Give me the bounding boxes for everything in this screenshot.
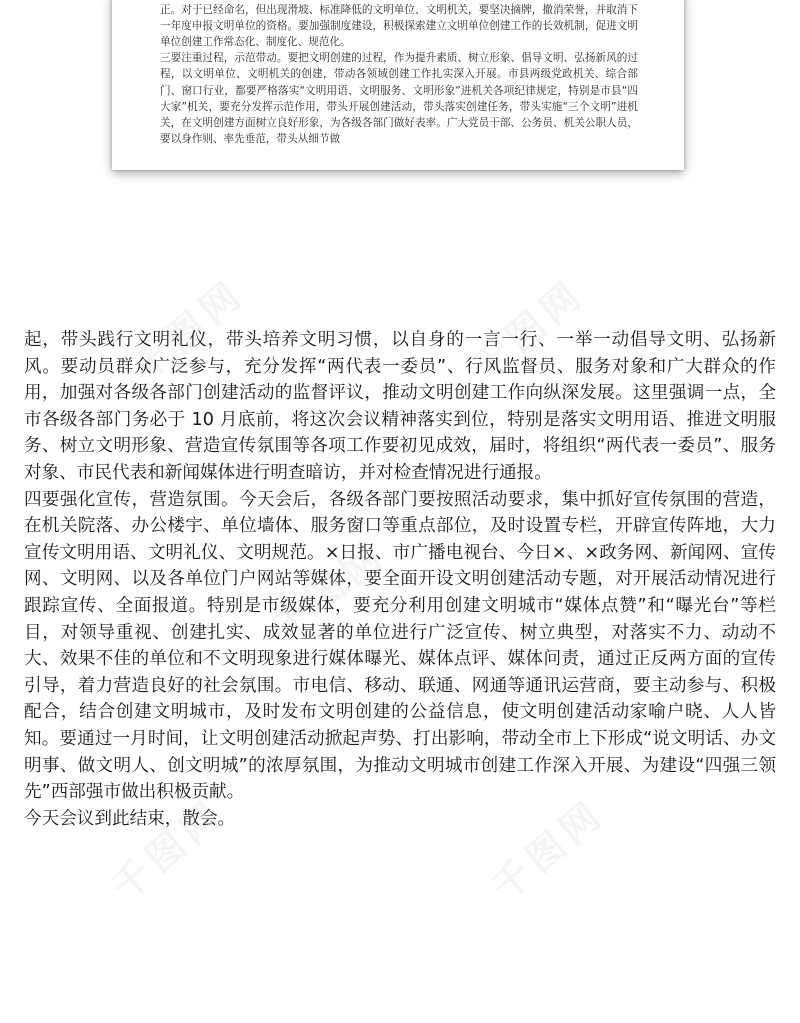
article-paragraph: 四要强化宣传，营造氛围。今天会后，各级各部门要按照活动要求，集中抓好宣传氛围的营造，在机关院落、办公楼宇、单位墙体、服务窗口等重点部位，及时设置专栏，开辟宣传阵地，大力宣传文明用语、文明礼仪、文明规范。×日报、市广播电视台、今日×、×政务网、新闻网、宣传网、文明网、以及各单位门户网站等媒体，要全面开设文明创建活动专题，对开展活动情况进行跟踪宣传、全面报道。特别是市级媒体，要充分利用创建文明城市“媒体点赞”和“曝光台”等栏目，对领导重视、创建扎实、成效显著的单位进行广泛宣传、树立典型，对落实不力、动动不大、效果不佳的单位和不文明现象进行媒体曝光、媒体点评、媒体问责，通过正反两方面的宣传引导，着力营造良好的社会氛围。市电信、移动、联通、网通等通讯运营商，要主动参与、积极配合，结合创建文明城市，及时发布文明创建的公益信息，使文明创建活动家喻户晓、人人皆知。要通过一月时间，让文明创建活动掀起声势、打出影响，带动全市上下形成“说文明话、办文明事、做文明人、创文明城”的浓厚氛围，为推动文明城市创建工作深入开展、为建设“四强三领先”西部强市做出积极贡献。 — [24, 489, 776, 803]
article-paragraph: 今天会议到此结束，散会。 — [24, 808, 236, 829]
article-body — [24, 327, 776, 832]
article-paragraph: 起，带头践行文明礼仪，带头培养文明习惯，以自身的一言一行、一举一动倡导文明、弘扬新风。要动员群众广泛参与，充分发挥“两代表一委员”、行风监督员、服务对象和广大群众的作用，加强对各级各部门创建活动的监督评议，推动文明创建工作向纵深发展。这里强调一点，全市各级各部门务必于 10 月底前，将这次会议精神落实到位，特别是落实文明用语、推进文明服务、树立文明形象、营造宣传氛围等各项工作要初见成效，届时，将组织“两代表一委员”、服务对象、市民代表和新闻媒体进行明查暗访，并对检查情况进行通报。 — [24, 330, 776, 483]
preview-paragraph: 三要注重过程，示范带动。要把文明创建的过程，作为提升素质、树立形象、倡导文明、弘扬新风的过程，以文明单位、文明机关的创建，带动各领域创建工作扎实深入开展。市县两级党政机关、综合部门、窗口行业，都要严格落实“文明用语、文明服务、文明形象”进机关各项纪律规定，特别是市县“四大家”机关，要充分发挥示范作用，带头开展创建活动，带头落实创建任务，带头实施“三个文明”进机关，在文明创建方面树立良好形象，为各级各部门做好表率。广大党员干部、公务员、机关公职人员，要以身作则、率先垂范，带头从细节做 — [160, 52, 638, 145]
document-preview-card — [112, 0, 684, 170]
preview-paragraph: 正。对于已经命名，但出现滑坡、标准降低的文明单位、文明机关，要坚决摘牌，撤消荣誉，并取消下一年度申报文明单位的资格。要加强制度建设，积极探索建立文明单位创建工作的长效机制，促进文明单位创建工作常态化、制度化、规范化。 — [160, 4, 638, 49]
preview-text — [160, 0, 638, 147]
